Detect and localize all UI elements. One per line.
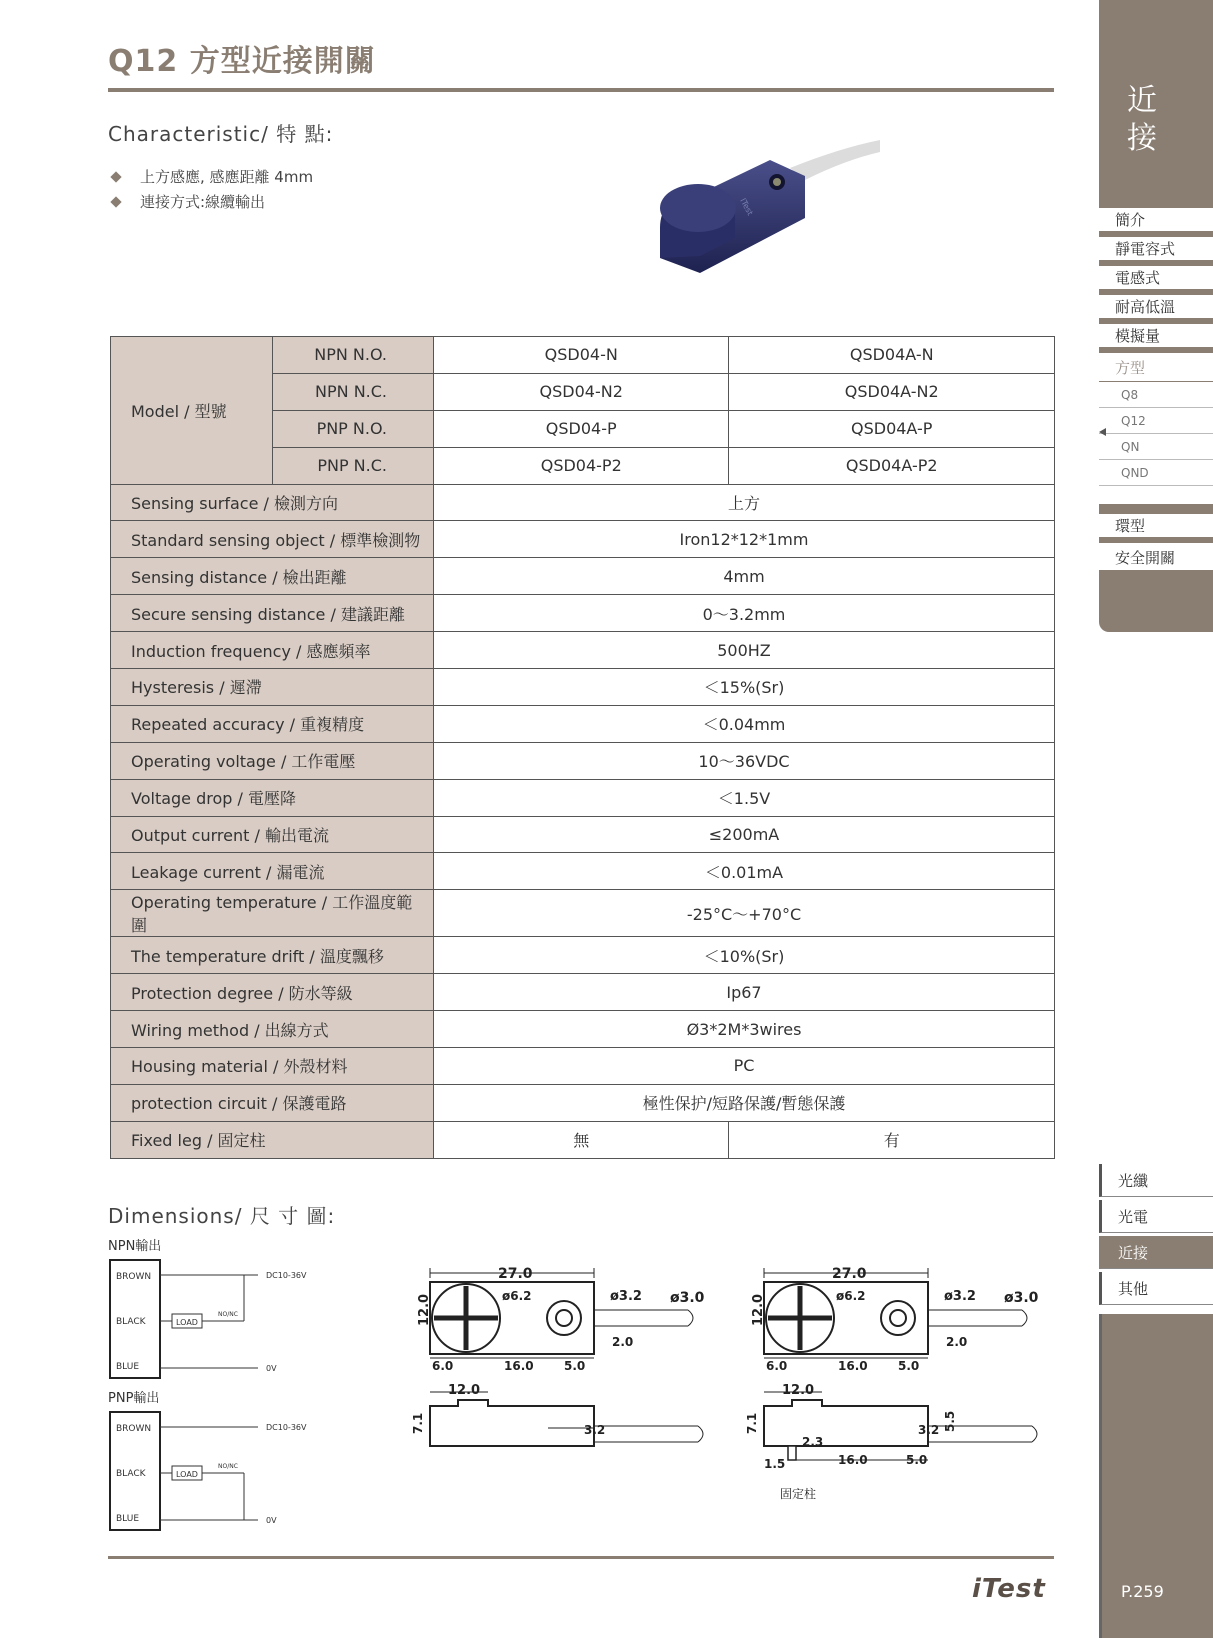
table-row: [111, 669, 1055, 706]
title-rule: [108, 88, 1054, 92]
model-type: PNP N.O.: [273, 410, 434, 447]
sidebar-header: [1099, 0, 1213, 208]
dim-d62: ø6.2: [836, 1289, 866, 1303]
zero-v-label: 0V: [266, 1364, 277, 1373]
dim-d71: 7.1: [745, 1412, 759, 1434]
product-image: [640, 138, 880, 288]
product-logo: ITest: [738, 196, 755, 217]
spec-value: 500HZ: [434, 632, 1055, 669]
dim-d50: 5.0: [898, 1359, 920, 1373]
brand-logo: iTest: [972, 1574, 1046, 1604]
table-row: [111, 1048, 1055, 1085]
sidebar-item-photoelectric[interactable]: 光電: [1099, 1200, 1213, 1233]
nonc-label: NO/NC: [218, 1463, 238, 1470]
spec-label: Induction frequency / 感應頻率: [111, 632, 434, 669]
spec-value: Iron12*12*1mm: [434, 521, 1055, 558]
sidebar-nav-2: [1099, 514, 1213, 572]
dimension-drawing-b: [742, 1260, 1052, 1510]
sidebar-item-safety[interactable]: 安全開關: [1099, 543, 1213, 572]
dim-d160: 16.0: [838, 1453, 868, 1467]
spec-value: ＜1.5V: [434, 779, 1055, 816]
sidebar-subitem-qn[interactable]: QN: [1099, 434, 1213, 460]
table-row: [111, 1084, 1055, 1121]
sidebar-item-fiber[interactable]: 光纖: [1099, 1164, 1213, 1197]
model-label: Model / 型號: [111, 337, 273, 485]
dim-d62: ø6.2: [502, 1289, 532, 1303]
spec-value: 0～3.2mm: [434, 595, 1055, 632]
sidebar-item-proximity[interactable]: 近接: [1099, 1236, 1213, 1269]
sidebar-item-intro[interactable]: 簡介: [1099, 208, 1213, 237]
dim-d30: ø3.0: [670, 1290, 705, 1306]
table-row: [111, 521, 1055, 558]
dim-width: 12.0: [751, 1293, 766, 1326]
dim-d20: 2.0: [946, 1335, 968, 1349]
characteristic-heading: Characteristic/ 特 點:: [108, 122, 334, 146]
spec-label: Protection degree / 防水等級: [111, 974, 434, 1011]
dim-d120: 12.0: [448, 1383, 481, 1398]
table-row: [111, 1011, 1055, 1048]
sidebar-header-text: 接: [1127, 121, 1157, 156]
spec-label: Operating voltage / 工作電壓: [111, 742, 434, 779]
model-type: PNP N.C.: [273, 447, 434, 484]
dim-d60: 6.0: [766, 1359, 788, 1373]
table-row: [111, 632, 1055, 669]
sidebar-item-analog[interactable]: 模擬量: [1099, 324, 1213, 353]
sidebar-subitem-q12[interactable]: Q12: [1099, 408, 1213, 434]
table-row: [111, 890, 1055, 937]
list-item: 上方感應, 感應距離 4mm: [110, 164, 313, 189]
diamond-bullet-icon: [110, 196, 121, 207]
sidebar-divider: [1099, 504, 1213, 514]
dim-d23: 2.3: [802, 1435, 824, 1449]
diamond-bullet-icon: [110, 171, 121, 182]
spec-value: 4mm: [434, 558, 1055, 595]
model-a: QSD04-P2: [434, 447, 729, 484]
model-type: NPN N.C.: [273, 373, 434, 410]
spec-label: Operating temperature / 工作溫度範圍: [111, 890, 434, 937]
model-a: QSD04-P: [434, 410, 729, 447]
table-row: [111, 484, 1055, 521]
dim-d50: 5.0: [906, 1453, 928, 1467]
dim-d30: ø3.0: [1004, 1290, 1039, 1306]
sidebar-bottom-nav: [1099, 1164, 1213, 1308]
spec-label: Secure sensing distance / 建議距離: [111, 595, 434, 632]
spec-label: Repeated accuracy / 重複精度: [111, 705, 434, 742]
dim-d32: ø3.2: [944, 1289, 976, 1304]
sidebar-item-ring[interactable]: 環型: [1099, 514, 1213, 543]
table-row: [111, 816, 1055, 853]
spec-value: 上方: [434, 484, 1055, 521]
table-row: [111, 705, 1055, 742]
dimension-drawing-a: [408, 1260, 718, 1460]
model-b: QSD04A-P: [729, 410, 1055, 447]
table-row: [111, 1121, 1055, 1158]
wiring-diagrams: [106, 1234, 346, 1534]
wire-label: BROWN: [116, 1272, 152, 1282]
dim-d160: 16.0: [504, 1359, 534, 1373]
dim-length: 27.0: [498, 1266, 533, 1282]
sidebar: [1099, 0, 1213, 1638]
spec-label: Hysteresis / 遲滯: [111, 669, 434, 706]
npn-label: NPN輸出: [108, 1239, 162, 1254]
spec-label: Housing material / 外殼材料: [111, 1048, 434, 1085]
spec-label: Leakage current / 漏電流: [111, 853, 434, 890]
dim-d50: 5.0: [564, 1359, 586, 1373]
sidebar-nav: [1099, 208, 1213, 486]
dim-d20: 2.0: [612, 1335, 634, 1349]
model-type: NPN N.O.: [273, 337, 434, 374]
load-label: LOAD: [176, 1470, 198, 1479]
nonc-label: NO/NC: [218, 1311, 238, 1318]
dim-d71: 7.1: [411, 1412, 425, 1434]
table-row: [111, 853, 1055, 890]
dim-d55: 5.5: [943, 1410, 957, 1432]
spec-value: 有: [729, 1121, 1055, 1158]
spec-label: Voltage drop / 電壓降: [111, 779, 434, 816]
dc-label: DC10-36V: [266, 1271, 307, 1280]
dim-d15: 1.5: [764, 1457, 786, 1471]
sidebar-header-text: 近: [1127, 83, 1157, 118]
dimensions-heading: Dimensions/ 尺 寸 圖:: [108, 1204, 336, 1228]
list-item: 連接方式:線纜輸出: [110, 189, 313, 214]
sidebar-item-other[interactable]: 其他: [1099, 1272, 1213, 1305]
spec-label: protection circuit / 保護電路: [111, 1084, 434, 1121]
spec-value: ＜0.04mm: [434, 705, 1055, 742]
table-row: [111, 742, 1055, 779]
sidebar-item-inductive[interactable]: 電感式: [1099, 266, 1213, 295]
load-label: LOAD: [176, 1318, 198, 1327]
sidebar-subitem-qnd[interactable]: QND: [1099, 460, 1213, 486]
spec-value: ≤200mA: [434, 816, 1055, 853]
footer-rule: [108, 1556, 1054, 1559]
model-a: QSD04-N2: [434, 373, 729, 410]
spec-value: 極性保护/短路保護/暫態保護: [434, 1084, 1055, 1121]
table-row: [111, 595, 1055, 632]
dim-length: 27.0: [832, 1266, 867, 1282]
model-b: QSD04A-N2: [729, 373, 1055, 410]
wire-label: BLACK: [116, 1469, 146, 1479]
spec-table: [110, 336, 1055, 1159]
sidebar-item-capacitive[interactable]: 靜電容式: [1099, 237, 1213, 266]
spec-label: Fixed leg / 固定柱: [111, 1121, 434, 1158]
characteristic-list: [110, 164, 313, 214]
spec-value: -25°C～+70°C: [434, 890, 1055, 937]
spec-label: Sensing distance / 檢出距離: [111, 558, 434, 595]
wire-label: BLUE: [116, 1514, 140, 1524]
model-b: QSD04A-N: [729, 337, 1055, 374]
spec-value: 無: [434, 1121, 729, 1158]
sidebar-item-square[interactable]: 方型: [1099, 353, 1213, 382]
spec-label: Wiring method / 出線方式: [111, 1011, 434, 1048]
wire-label: BROWN: [116, 1424, 152, 1434]
wire-label: BLACK: [116, 1317, 146, 1327]
sidebar-block: [1099, 570, 1213, 632]
dc-label: DC10-36V: [266, 1423, 307, 1432]
fixed-post-label: 固定柱: [780, 1487, 817, 1501]
spec-label: The temperature drift / 溫度飄移: [111, 937, 434, 974]
sidebar-subitem-q8[interactable]: Q8: [1099, 382, 1213, 408]
dim-d160: 16.0: [838, 1359, 868, 1373]
page-number: P.259: [1121, 1582, 1164, 1601]
dim-d120: 12.0: [782, 1383, 815, 1398]
pnp-label: PNP輸出: [108, 1391, 160, 1406]
spec-value: Ø3*2M*3wires: [434, 1011, 1055, 1048]
dim-d32b: 3.2: [584, 1423, 606, 1437]
table-row: [111, 558, 1055, 595]
spec-label: Sensing surface / 檢測方向: [111, 484, 434, 521]
table-row: [111, 937, 1055, 974]
spec-value: ＜15%(Sr): [434, 669, 1055, 706]
table-row: [111, 974, 1055, 1011]
spec-value: ＜0.01mA: [434, 853, 1055, 890]
model-a: QSD04-N: [434, 337, 729, 374]
dim-width: 12.0: [417, 1293, 432, 1326]
spec-value: 10～36VDC: [434, 742, 1055, 779]
zero-v-label: 0V: [266, 1516, 277, 1525]
sidebar-item-temperature[interactable]: 耐高低溫: [1099, 295, 1213, 324]
spec-value: Ip67: [434, 974, 1055, 1011]
spec-label: Standard sensing object / 標準檢測物: [111, 521, 434, 558]
spec-label: Output current / 輸出電流: [111, 816, 434, 853]
model-b: QSD04A-P2: [729, 447, 1055, 484]
current-arrow-icon: [1099, 428, 1106, 436]
wire-label: BLUE: [116, 1362, 140, 1372]
spec-value: ＜10%(Sr): [434, 937, 1055, 974]
spec-value: PC: [434, 1048, 1055, 1085]
dim-d60: 6.0: [432, 1359, 454, 1373]
dim-d32: ø3.2: [610, 1289, 642, 1304]
table-row: [111, 779, 1055, 816]
table-row: [111, 337, 1055, 374]
page-title: Q12 方型近接開關: [108, 44, 376, 79]
dim-d32b: 3.2: [918, 1423, 940, 1437]
